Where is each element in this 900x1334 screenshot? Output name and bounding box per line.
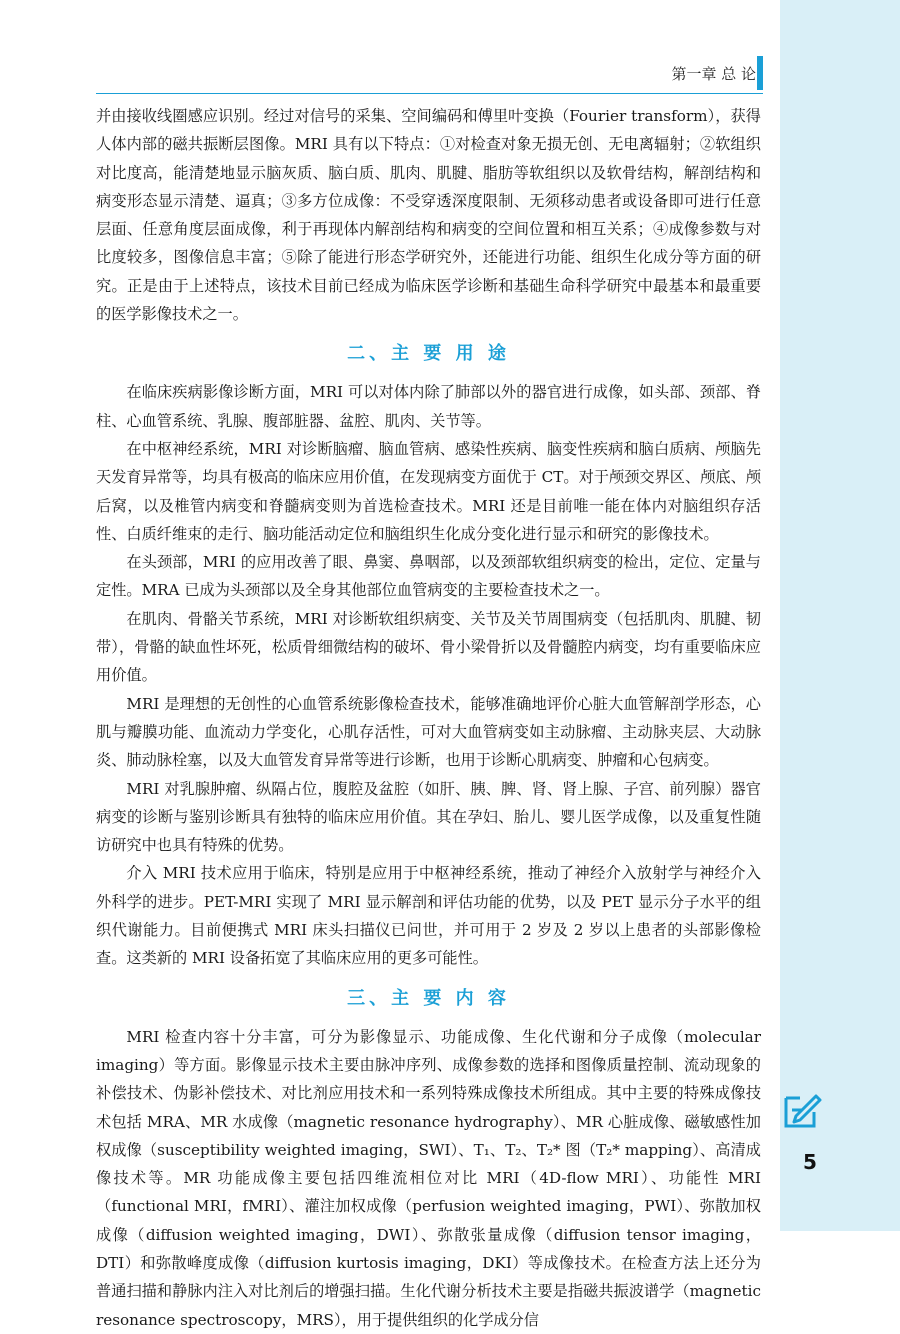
section-heading-uses: 二、主 要 用 途 (347, 343, 510, 365)
paragraph: MRI 是理想的无创性的心血管系统影像检查技术，能够准确地评价心脏大血管解剖学形态，心肌与瓣膜功能、血流动力学变化，心肌存活性，可对大血管病变如主动脉瘤、主动脉夹层、大动脉炎、肺动脉栓塞，以及大血管发育异常等进行诊断，也用于诊断心肌病变、肿瘤和心包病变。 (96, 694, 761, 770)
page-body (96, 102, 761, 1334)
paragraph: 在头颈部，MRI 的应用改善了眼、鼻窦、鼻咽部，以及颈部软组织病变的检出，定位、定量与定性。MRA 已成为头颈部以及全身其他部位血管病变的主要检查技术之一。 (96, 553, 761, 600)
side-strip (780, 0, 900, 1231)
paragraph: MRI 对乳腺肿瘤、纵隔占位，腹腔及盆腔（如肝、胰、脾、肾、肾上腺、子宫、前列腺）器官病变的诊断与鉴别诊断具有独特的临床应用价值。其在孕妇、胎儿、婴儿医学成像，以及重复性随访研究中也具有特殊的优势。 (96, 779, 761, 855)
paragraph: 并由接收线圈感应识别。经过对信号的采集、空间编码和傅里叶变换（Fourier transform），获得人体内部的磁共振断层图像。MRI 具有以下特点：①对检查对象无损无创、无电离辐射；②软组织对比度高，能清楚地显示脑灰质、脑白质、肌肉、肌腱、脂肪等软组织以及软骨结构，解剖结构和病变形态显示清楚、逼真；③多方位成像：不受穿透深度限制、无须移动患者或设备即可进行任意层面、任意角度层面成像，利于再现体内解剖结构和病变的空间位置和相互关系；④成像参数与对比度较多，图像信息丰富；⑤除了能进行形态学研究外，还能进行功能、组织生化成分等方面的研究。正是由于上述特点，该技术目前已经成为临床医学诊断和基础生命科学研究中最基本和最重要的医学影像技术之一。 (96, 107, 761, 324)
paragraph: 在中枢神经系统，MRI 对诊断脑瘤、脑血管病、感染性疾病、脑变性疾病和脑白质病、颅脑先天发育异常等，均具有极高的临床应用价值，在发现病变方面优于 CT。对于颅颈交界区、颅底、颅后窝，以及椎管内病变和脊髓病变则为首选检查技术。MRI 还是目前唯一能在体内对脑组织存活性、白质纤维束的走行、脑功能活动定位和脑组织生化成分变化进行显示和研究的影像技术。 (96, 439, 761, 543)
page-number: 5 (803, 1150, 817, 1174)
paragraph: 在肌肉、骨骼关节系统，MRI 对诊断软组织病变、关节及关节周围病变（包括肌肉、肌腱、韧带），骨骼的缺血性坏死，松质骨细微结构的破坏、骨小梁骨折以及骨髓腔内病变，均有重要临床应用价值。 (96, 609, 761, 685)
note-edit-icon (782, 1090, 822, 1130)
paragraph: 在临床疾病影像诊断方面，MRI 可以对体内除了肺部以外的器官进行成像，如头部、颈部、脊柱、心血管系统、乳腺、腹部脏器、盆腔、肌肉、关节等。 (96, 383, 761, 430)
header-accent-bar (757, 56, 763, 90)
running-header: 第一章 总 论 (671, 65, 756, 83)
paragraph: MRI 检查内容十分丰富，可分为影像显示、功能成像、生化代谢和分子成像（molecular imaging）等方面。影像显示技术主要由脉冲序列、成像参数的选择和图像质量控制、流动现象的补偿技术、伪影补偿技术、对比剂应用技术和一系列特殊成像技术所组成。其中主要的特殊成像技术包括 MRA、MR 水成像（magnetic resonance hydrography）、MR 心脏成像、磁敏感性加权成像（susceptibility weighted imaging，SWI）、T₁、T₂、T₂* 图（T₂* mapping）、高清成像技术等。MR 功能成像主要包括四维流相位对比 MRI（4D-flow MRI）、功能性 MRI（functional MRI，fMRI）、灌注加权成像（perfusion weighted imaging，PWI）、弥散加权成像（diffusion weighted imaging，DWI）、弥散张量成像（diffusion tensor imaging，DTI）和弥散峰度成像（diffusion kurtosis imaging，DKI）等成像技术。在检查方法上还分为普通扫描和静脉内注入对比剂后的增强扫描。生化代谢分析技术主要是指磁共振波谱学（magnetic resonance spectroscopy，MRS），用于提供组织的化学成分信 (96, 1027, 761, 1329)
section-heading-content: 三、主 要 内 容 (347, 987, 510, 1009)
paragraph: 介入 MRI 技术应用于临床，特别是应用于中枢神经系统，推动了神经介入放射学与神经介入外科学的进步。PET-MRI 实现了 MRI 显示解剖和评估功能的优势，以及 PET 显示分子水平的组织代谢能力。目前便携式 MRI 床头扫描仪已问世，并可用于 2 岁及 2 岁以上患者的头部影像检查。这类新的 MRI 设备拓宽了其临床应用的更多可能性。 (96, 864, 761, 968)
header-rule (96, 93, 763, 94)
